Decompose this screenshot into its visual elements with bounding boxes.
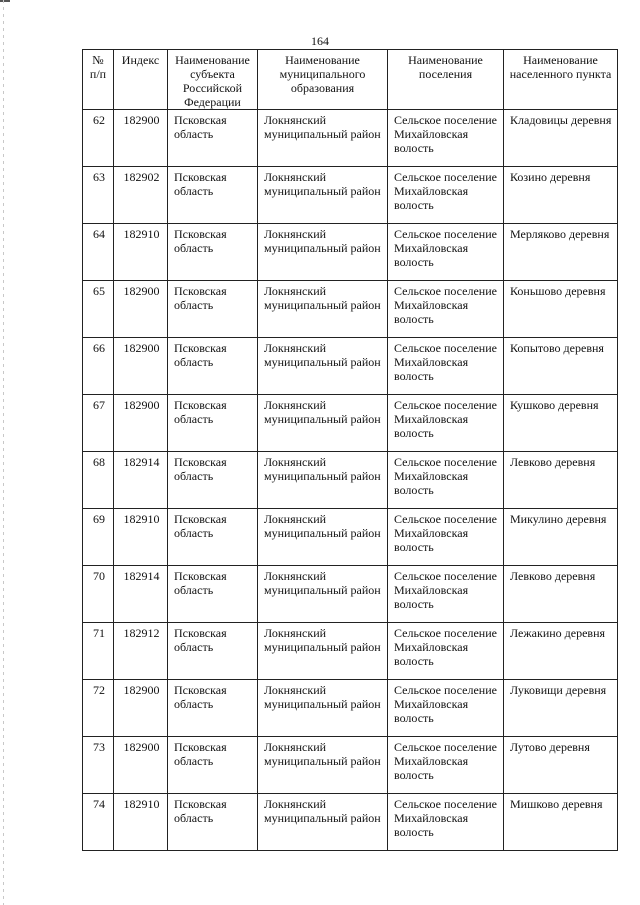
locality-name: Копытово деревня — [504, 338, 618, 395]
scan-artifact-mark — [0, 0, 10, 2]
subject-name: Псковская область — [168, 623, 258, 680]
locality-name: Козино деревня — [504, 167, 618, 224]
locality-name: Кушково деревня — [504, 395, 618, 452]
municipality-name: Локнянский муниципальный район — [258, 395, 388, 452]
settlement-name: Сельское поселение Михайловская волость — [388, 737, 504, 794]
header-index: Индекс — [114, 50, 168, 110]
table-row — [83, 566, 618, 623]
table-row — [83, 680, 618, 737]
row-number: 68 — [83, 452, 114, 509]
header-locality: Наименование населенного пункта — [504, 50, 618, 110]
settlement-name: Сельское поселение Михайловская волость — [388, 167, 504, 224]
table-row — [83, 110, 618, 167]
postal-index: 182912 — [114, 623, 168, 680]
subject-name: Псковская область — [168, 167, 258, 224]
row-number: 62 — [83, 110, 114, 167]
table-row — [83, 338, 618, 395]
postal-index: 182900 — [114, 737, 168, 794]
row-number: 71 — [83, 623, 114, 680]
settlement-name: Сельское поселение Михайловская волость — [388, 680, 504, 737]
settlement-name: Сельское поселение Михайловская волость — [388, 452, 504, 509]
settlement-name: Сельское поселение Михайловская волость — [388, 110, 504, 167]
header-settlement: Наименование поселения — [388, 50, 504, 110]
locality-name: Луковищи деревня — [504, 680, 618, 737]
municipality-name: Локнянский муниципальный район — [258, 281, 388, 338]
locality-name: Коньшово деревня — [504, 281, 618, 338]
locality-name: Левково деревня — [504, 566, 618, 623]
locality-name: Кладовицы деревня — [504, 110, 618, 167]
postal-index: 182914 — [114, 452, 168, 509]
locality-name: Мишково деревня — [504, 794, 618, 851]
table-row — [83, 623, 618, 680]
settlement-name: Сельское поселение Михайловская волость — [388, 281, 504, 338]
settlement-name: Сельское поселение Михайловская волость — [388, 623, 504, 680]
subject-name: Псковская область — [168, 737, 258, 794]
postal-index: 182900 — [114, 110, 168, 167]
locality-name: Лутово деревня — [504, 737, 618, 794]
header-number: № п/п — [83, 50, 114, 110]
municipality-name: Локнянский муниципальный район — [258, 509, 388, 566]
municipality-name: Локнянский муниципальный район — [258, 623, 388, 680]
municipality-name: Локнянский муниципальный район — [258, 737, 388, 794]
municipality-name: Локнянский муниципальный район — [258, 680, 388, 737]
settlements-table — [82, 49, 618, 851]
row-number: 72 — [83, 680, 114, 737]
table-header-row — [83, 50, 618, 110]
table-row — [83, 737, 618, 794]
locality-name: Мерляково деревня — [504, 224, 618, 281]
postal-index: 182900 — [114, 680, 168, 737]
locality-name: Микулино деревня — [504, 509, 618, 566]
row-number: 69 — [83, 509, 114, 566]
page-number: 164 — [311, 34, 329, 48]
settlement-name: Сельское поселение Михайловская волость — [388, 224, 504, 281]
subject-name: Псковская область — [168, 452, 258, 509]
table-row — [83, 395, 618, 452]
postal-index: 182914 — [114, 566, 168, 623]
row-number: 63 — [83, 167, 114, 224]
settlement-name: Сельское поселение Михайловская волость — [388, 509, 504, 566]
postal-index: 182902 — [114, 167, 168, 224]
postal-index: 182900 — [114, 338, 168, 395]
subject-name: Псковская область — [168, 566, 258, 623]
subject-name: Псковская область — [168, 680, 258, 737]
scan-edge-line — [3, 0, 4, 905]
municipality-name: Локнянский муниципальный район — [258, 452, 388, 509]
settlement-name: Сельское поселение Михайловская волость — [388, 566, 504, 623]
postal-index: 182900 — [114, 395, 168, 452]
row-number: 73 — [83, 737, 114, 794]
row-number: 66 — [83, 338, 114, 395]
postal-index: 182910 — [114, 224, 168, 281]
table-row — [83, 509, 618, 566]
postal-index: 182910 — [114, 794, 168, 851]
row-number: 64 — [83, 224, 114, 281]
settlement-name: Сельское поселение Михайловская волость — [388, 794, 504, 851]
table-row — [83, 794, 618, 851]
postal-index: 182910 — [114, 509, 168, 566]
header-municipality: Наименование муниципального образования — [258, 50, 388, 110]
table-row — [83, 452, 618, 509]
municipality-name: Локнянский муниципальный район — [258, 167, 388, 224]
subject-name: Псковская область — [168, 338, 258, 395]
table-row — [83, 224, 618, 281]
row-number: 67 — [83, 395, 114, 452]
subject-name: Псковская область — [168, 794, 258, 851]
municipality-name: Локнянский муниципальный район — [258, 794, 388, 851]
row-number: 70 — [83, 566, 114, 623]
municipality-name: Локнянский муниципальный район — [258, 338, 388, 395]
table-row — [83, 167, 618, 224]
subject-name: Псковская область — [168, 110, 258, 167]
table-body — [83, 110, 618, 851]
header-subject: Наименование субъекта Российской Федерации — [168, 50, 258, 110]
subject-name: Псковская область — [168, 509, 258, 566]
municipality-name: Локнянский муниципальный район — [258, 566, 388, 623]
table-row — [83, 281, 618, 338]
locality-name: Лежакино деревня — [504, 623, 618, 680]
subject-name: Псковская область — [168, 395, 258, 452]
settlement-name: Сельское поселение Михайловская волость — [388, 338, 504, 395]
settlement-name: Сельское поселение Михайловская волость — [388, 395, 504, 452]
locality-name: Левково деревня — [504, 452, 618, 509]
postal-index: 182900 — [114, 281, 168, 338]
municipality-name: Локнянский муниципальный район — [258, 110, 388, 167]
municipality-name: Локнянский муниципальный район — [258, 224, 388, 281]
row-number: 65 — [83, 281, 114, 338]
subject-name: Псковская область — [168, 281, 258, 338]
row-number: 74 — [83, 794, 114, 851]
subject-name: Псковская область — [168, 224, 258, 281]
